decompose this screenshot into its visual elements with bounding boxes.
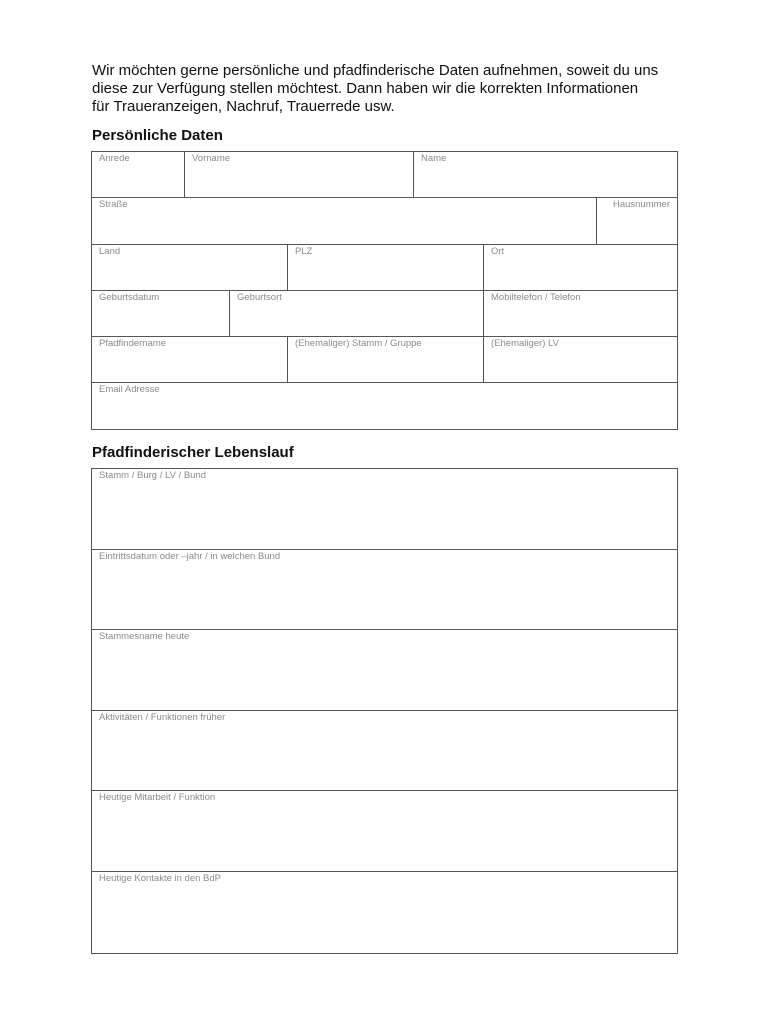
intro-text <box>92 62 692 116</box>
career-field-label: Heutige Mitarbeit / Funktion <box>99 792 216 804</box>
aktivitaeten-field[interactable] <box>92 725 677 791</box>
hausnummer-field[interactable] <box>597 212 677 243</box>
pfadfindername-cell <box>92 337 288 382</box>
name-label: Name <box>421 153 447 164</box>
anrede-field[interactable] <box>92 166 184 197</box>
stammesname-field[interactable] <box>92 644 677 710</box>
form-row <box>92 791 677 872</box>
career-field-label: Aktivitäten / Funktionen früher <box>99 711 226 723</box>
stamm-burg-field[interactable] <box>92 483 677 549</box>
hausnummer-label: Hausnummer <box>612 199 670 211</box>
geburtsdatum-label: Geburtsdatum <box>99 291 160 303</box>
form-row <box>92 152 677 198</box>
land-field[interactable] <box>92 259 287 290</box>
name-field[interactable] <box>414 166 677 197</box>
email-cell <box>92 383 677 429</box>
career-form <box>91 468 678 954</box>
lv-label: (Ehemaliger) LV <box>491 338 559 350</box>
land-cell <box>92 245 288 290</box>
geburtsort-label: Geburtsort <box>237 291 282 303</box>
plz-label: PLZ <box>295 245 313 257</box>
vorname-field[interactable] <box>185 166 413 197</box>
email-field[interactable] <box>92 397 677 429</box>
career-field-label: Heutige Kontakte in den BdP <box>99 872 222 884</box>
form-row <box>92 550 677 631</box>
strasse-field[interactable] <box>92 212 596 243</box>
section-heading-career: Pfadfinderischer Lebenslauf <box>92 444 294 461</box>
stamm-cell <box>288 337 484 382</box>
form-row <box>92 383 677 429</box>
career-cell <box>92 791 677 871</box>
lv-cell <box>484 337 677 382</box>
lv-field[interactable] <box>484 351 677 382</box>
ort-label: Ort <box>491 245 505 257</box>
pfadfindername-label: Pfadfindername <box>99 338 167 350</box>
form-row <box>92 872 677 953</box>
career-cell <box>92 711 677 791</box>
form-row <box>92 245 677 291</box>
mobil-cell <box>484 291 677 336</box>
anrede-label: Anrede <box>99 153 130 164</box>
career-field-label: Stamm / Burg / LV / Bund <box>99 470 207 481</box>
geburtsort-field[interactable] <box>230 305 483 336</box>
geburtsort-cell <box>230 291 484 336</box>
geburtsdatum-cell <box>92 291 230 336</box>
mobil-label: Mobiltelefon / Telefon <box>491 291 581 303</box>
name-cell <box>414 152 677 197</box>
eintrittsdatum-field[interactable] <box>92 564 677 630</box>
intro-line: diese zur Verfügung stellen möchtest. Dann haben wir die korrekten Informationen <box>92 80 639 97</box>
intro-line: für Traueranzeigen, Nachruf, Trauerrede usw. <box>92 98 395 115</box>
career-cell <box>92 872 677 953</box>
strasse-label: Straße <box>99 199 128 211</box>
ort-field[interactable] <box>484 259 677 290</box>
strasse-cell <box>92 198 597 243</box>
kontakte-field[interactable] <box>92 886 677 953</box>
career-cell <box>92 550 677 630</box>
plz-field[interactable] <box>288 259 483 290</box>
form-row <box>92 198 677 244</box>
land-label: Land <box>99 245 121 257</box>
mobil-field[interactable] <box>484 305 677 336</box>
career-cell <box>92 469 677 549</box>
mitarbeit-field[interactable] <box>92 805 677 871</box>
hausnummer-cell <box>597 198 677 243</box>
pfadfindername-field[interactable] <box>92 351 287 382</box>
vorname-cell <box>185 152 414 197</box>
geburtsdatum-field[interactable] <box>92 305 229 336</box>
ort-cell <box>484 245 677 290</box>
plz-cell <box>288 245 484 290</box>
career-field-label: Stammesname heute <box>99 631 190 643</box>
email-label: Email Adresse <box>99 384 160 396</box>
form-row <box>92 469 677 550</box>
career-cell <box>92 630 677 710</box>
stamm-label: (Ehemaliger) Stamm / Gruppe <box>295 338 422 350</box>
anrede-cell <box>92 152 185 197</box>
form-row <box>92 630 677 711</box>
form-row <box>92 711 677 792</box>
vorname-label: Vorname <box>192 153 231 164</box>
intro-line: Wir möchten gerne persönliche und pfadfinderische Daten aufnehmen, soweit du uns <box>92 62 659 79</box>
form-row <box>92 291 677 337</box>
stamm-field[interactable] <box>288 351 483 382</box>
form-row <box>92 337 677 383</box>
section-heading-personal: Persönliche Daten <box>92 127 223 144</box>
career-field-label: Eintrittsdatum oder –jahr / in welchen Bund <box>99 550 281 562</box>
personal-data-form <box>91 151 678 430</box>
